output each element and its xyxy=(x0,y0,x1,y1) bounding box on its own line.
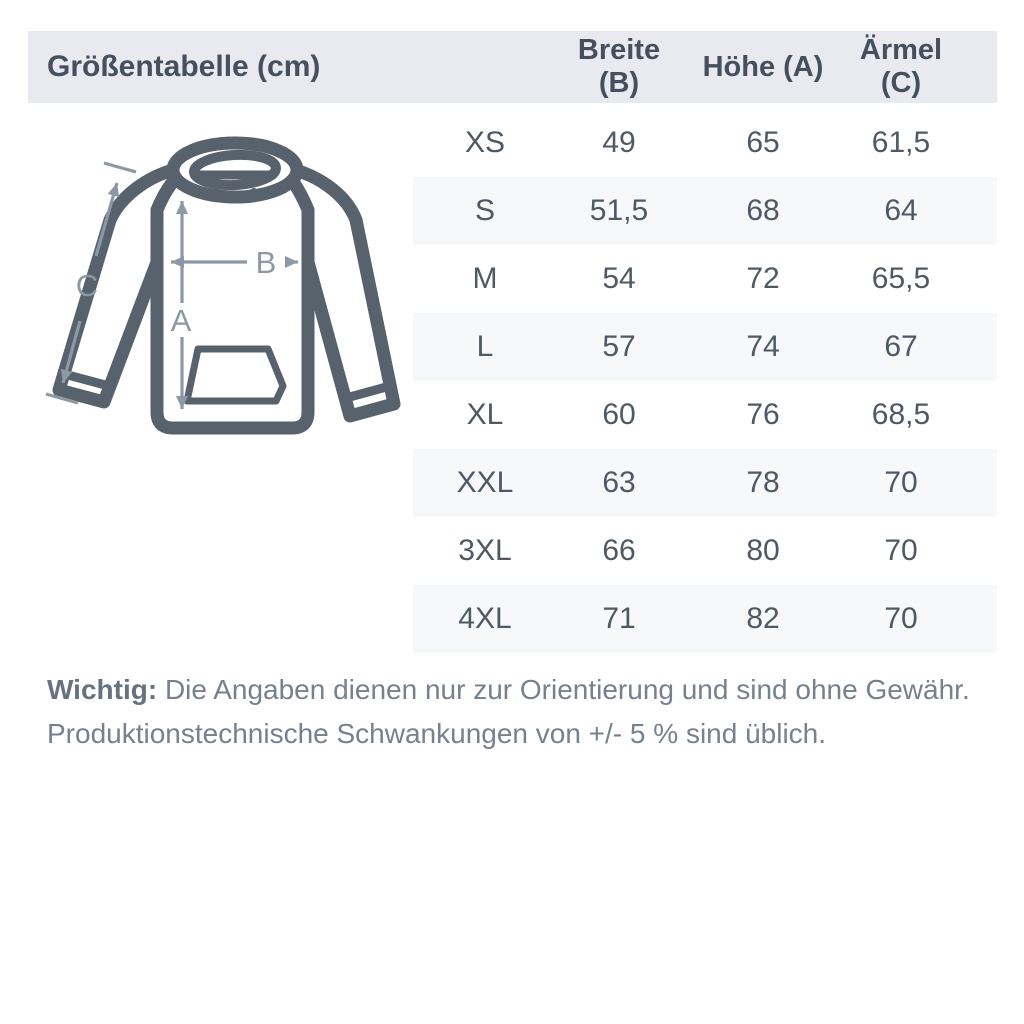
table-row xyxy=(413,381,997,449)
page-title: Größentabelle (cm) xyxy=(47,50,321,83)
breite-cell: 71 xyxy=(602,602,636,635)
breite-cell: 60 xyxy=(602,398,636,431)
hoehe-cell: 68 xyxy=(746,194,780,227)
breite-cell: 54 xyxy=(602,262,636,295)
size-cell: M xyxy=(472,262,498,295)
table-row xyxy=(413,313,997,381)
table-row xyxy=(413,449,997,517)
size-cell: 4XL xyxy=(458,602,512,635)
table-row xyxy=(413,245,997,313)
aermel-cell: 70 xyxy=(884,534,918,567)
column-header-hoehe: Höhe (A) xyxy=(702,50,824,83)
hoehe-cell: 78 xyxy=(746,466,780,499)
aermel-cell: 64 xyxy=(884,194,918,227)
table-row xyxy=(413,517,997,585)
hoehe-cell: 74 xyxy=(746,330,780,363)
breite-cell: 63 xyxy=(602,466,636,499)
hood-inner xyxy=(193,153,276,187)
measure-label-c: C xyxy=(75,268,99,303)
breite-cell: 66 xyxy=(602,534,636,567)
aermel-cell: 61,5 xyxy=(871,126,931,159)
aermel-cell: 70 xyxy=(884,466,918,499)
size-cell: XS xyxy=(464,126,506,159)
aermel-cell: 68,5 xyxy=(871,398,931,431)
size-cell: L xyxy=(476,330,494,363)
hoehe-cell: 76 xyxy=(746,398,780,431)
hoehe-cell: 65 xyxy=(746,126,780,159)
measure-label-a: A xyxy=(170,303,192,338)
table-row xyxy=(413,109,997,177)
size-table xyxy=(413,109,997,653)
measure-label-b: B xyxy=(255,245,277,280)
table-row xyxy=(413,585,997,653)
disclaimer-emphasis: Wichtig: xyxy=(47,674,158,705)
breite-cell: 51,5 xyxy=(589,194,649,227)
breite-cell: 49 xyxy=(602,126,636,159)
hoehe-cell: 80 xyxy=(746,534,780,567)
table-header xyxy=(28,31,997,103)
disclaimer-note xyxy=(47,668,977,756)
disclaimer-line2: Produktionstechnische Schwankungen von +/- 5 % sind üblich. xyxy=(47,718,827,749)
size-cell: S xyxy=(474,194,495,227)
hoehe-cell: 82 xyxy=(746,602,780,635)
aermel-cell: 70 xyxy=(884,602,918,635)
hoodie-measurement-diagram xyxy=(40,115,410,455)
hoehe-cell: 72 xyxy=(746,262,780,295)
breite-cell: 57 xyxy=(602,330,636,363)
table-row xyxy=(413,177,997,245)
size-cell: XL xyxy=(466,398,504,431)
hoodie-pocket xyxy=(187,349,283,401)
column-header-breite: Breite (B) xyxy=(577,34,661,99)
size-cell: 3XL xyxy=(458,534,512,567)
aermel-cell: 67 xyxy=(884,330,918,363)
column-header-aermel: Ärmel (C) xyxy=(859,34,943,99)
disclaimer-line1: Die Angaben dienen nur zur Orientierung und sind ohne Gewähr. xyxy=(164,674,970,705)
aermel-cell: 65,5 xyxy=(871,262,931,295)
size-cell: XXL xyxy=(456,466,514,499)
